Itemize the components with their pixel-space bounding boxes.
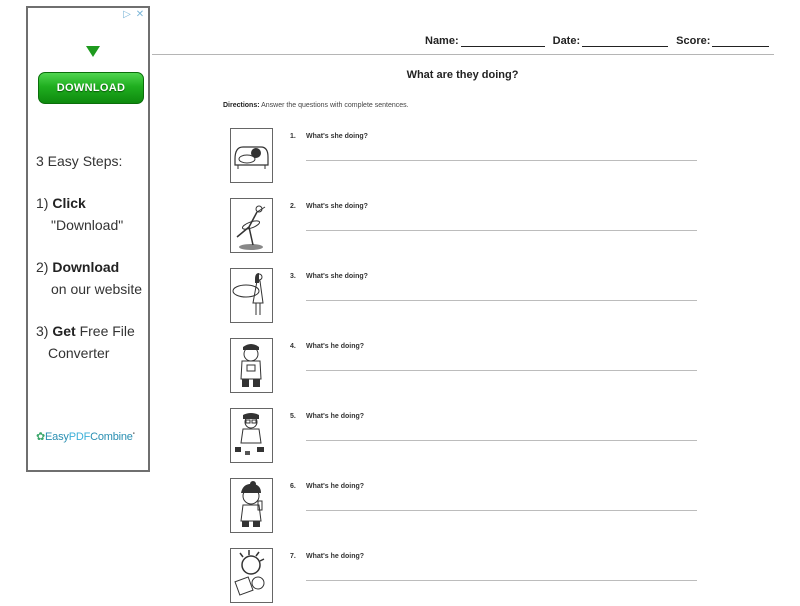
step-inline: Free File xyxy=(79,323,135,339)
question-number: 5. xyxy=(290,413,296,420)
answer-line[interactable] xyxy=(306,580,697,581)
question-item xyxy=(230,268,700,326)
date-label: Date: xyxy=(552,35,581,47)
name-field xyxy=(425,34,545,47)
close-icon[interactable]: ✕ xyxy=(135,9,145,20)
illustration-boy-eating xyxy=(230,338,273,393)
brand-part: Combine xyxy=(90,431,133,443)
date-field xyxy=(553,34,669,47)
answer-line[interactable] xyxy=(306,300,697,301)
answer-line[interactable] xyxy=(306,230,697,231)
directions-label: Directions: xyxy=(223,102,260,109)
ad-choices-icon[interactable]: ▷ xyxy=(123,9,131,20)
question-number: 7. xyxy=(290,553,296,560)
step-action: Download xyxy=(52,259,120,275)
illustration-woman-dancing xyxy=(230,198,273,253)
question-number: 3. xyxy=(290,273,296,280)
question-item xyxy=(230,408,700,466)
header-divider xyxy=(152,54,774,55)
answer-line[interactable] xyxy=(306,440,697,441)
brand-part: PDF xyxy=(68,431,91,443)
question-text: What's he doing? xyxy=(306,343,365,350)
answer-line[interactable] xyxy=(306,160,697,161)
step-action: Click xyxy=(52,195,86,211)
question-text: What's she doing? xyxy=(306,203,368,210)
question-text: What's she doing? xyxy=(306,273,368,280)
question-item xyxy=(230,198,700,256)
step-2 xyxy=(36,256,142,300)
illustration-boy-on-phone xyxy=(230,478,273,533)
name-label: Name: xyxy=(425,35,459,47)
illustration-boy-playing xyxy=(230,408,273,463)
answer-line[interactable] xyxy=(306,510,697,511)
answer-line[interactable] xyxy=(306,370,697,371)
step-number: 2) xyxy=(36,259,49,275)
question-text: What's he doing? xyxy=(306,413,365,420)
question-number: 6. xyxy=(290,483,296,490)
arrow-down-icon xyxy=(86,46,100,57)
worksheet-title: What are they doing? xyxy=(406,69,519,81)
step-number: 3) xyxy=(36,323,49,339)
question-item xyxy=(230,478,700,536)
score-label: Score: xyxy=(676,35,711,47)
directions-text: Answer the questions with complete sentences. xyxy=(259,102,409,109)
step-detail: Converter xyxy=(48,345,110,361)
question-number: 4. xyxy=(290,343,296,350)
step-number: 1) xyxy=(36,195,49,211)
date-blank xyxy=(582,34,668,47)
step-1 xyxy=(36,192,142,236)
question-number: 2. xyxy=(290,203,296,210)
step-detail: on our website xyxy=(51,281,143,297)
directions xyxy=(223,102,409,109)
illustration-boy-reading xyxy=(230,548,273,603)
illustration-woman-surfboard xyxy=(230,268,273,323)
worksheet-header xyxy=(425,34,777,47)
question-item xyxy=(230,128,700,186)
score-field xyxy=(676,34,769,47)
steps-title: 3 Easy Steps: xyxy=(36,153,123,169)
question-text: What's she doing? xyxy=(306,133,368,140)
step-detail: "Download" xyxy=(51,217,124,233)
question-item xyxy=(230,548,700,606)
name-blank xyxy=(461,34,545,47)
brand-logo[interactable] xyxy=(36,430,135,443)
question-number: 1. xyxy=(290,133,296,140)
illustration-woman-sleeping xyxy=(230,128,273,183)
question-text: What's he doing? xyxy=(306,483,365,490)
score-blank xyxy=(712,34,769,47)
trademark-mark: • xyxy=(132,431,135,438)
leaf-icon: ✿ xyxy=(36,431,46,443)
brand-part: Easy xyxy=(45,431,69,443)
step-3 xyxy=(36,320,142,364)
ad-steps xyxy=(36,150,142,364)
ad-controls xyxy=(122,10,145,20)
question-item xyxy=(230,338,700,396)
download-button[interactable]: DOWNLOAD xyxy=(38,72,144,104)
question-text: What's he doing? xyxy=(306,553,365,560)
step-action: Get xyxy=(52,323,76,339)
